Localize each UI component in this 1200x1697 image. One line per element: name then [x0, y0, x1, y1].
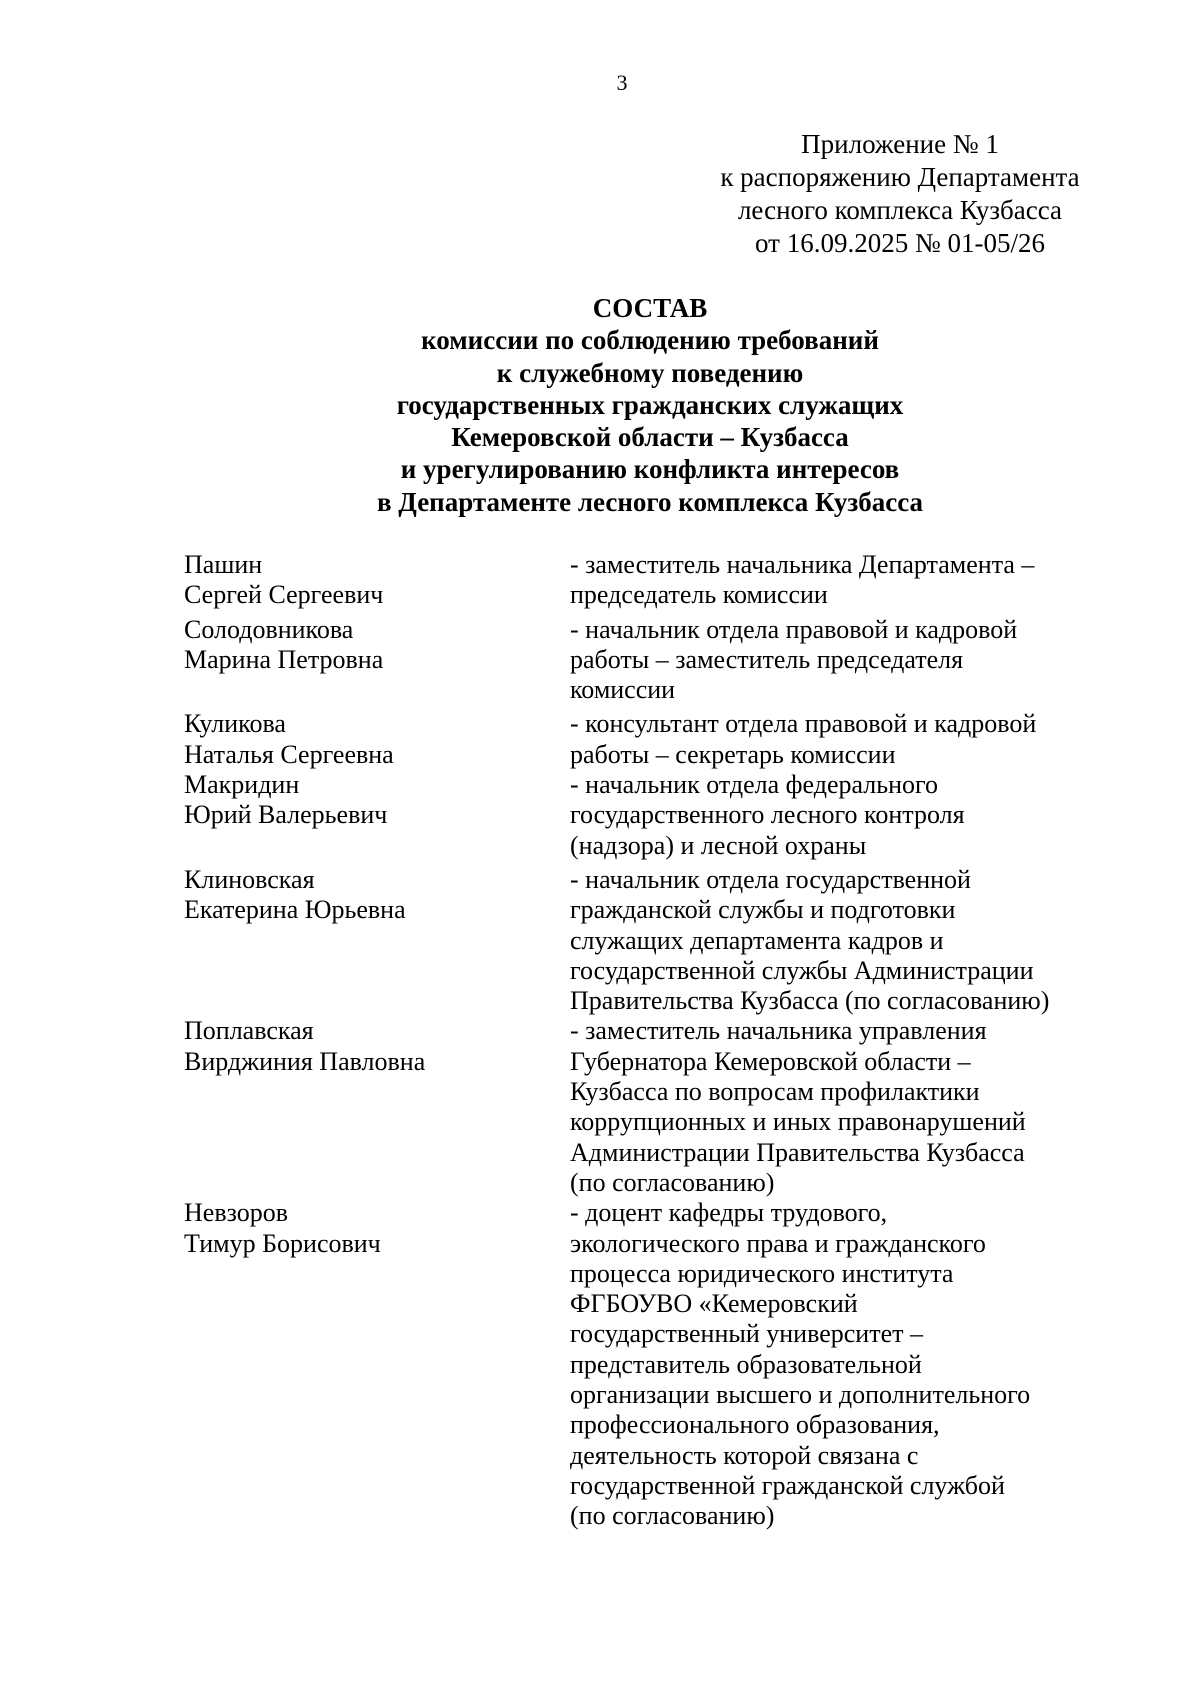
member-surname: Солодовникова: [184, 614, 354, 644]
member-entry: [184, 770, 1084, 861]
role-line: представитель образовательной: [570, 1349, 922, 1379]
member-entry: [184, 1198, 1084, 1531]
role-line: Губернатора Кемеровской области –: [570, 1046, 971, 1076]
title-line: Кемеровской области – Кузбасса: [451, 422, 849, 453]
member-role: [570, 770, 1084, 861]
member-surname: Невзоров: [184, 1198, 288, 1228]
member-given-name: Марина Петровна: [184, 644, 384, 674]
member-entry: [184, 865, 1084, 1016]
role-line: (по согласованию): [570, 1167, 775, 1197]
role-line: - начальник отдела государственной: [570, 864, 971, 894]
role-line: экологического права и гражданского: [570, 1228, 986, 1258]
role-line: государственный университет –: [570, 1319, 923, 1349]
role-line: (по согласованию): [570, 1501, 775, 1531]
role-line: работы – секретарь комиссии: [570, 739, 896, 769]
role-line: Кузбасса по вопросам профилактики: [570, 1077, 980, 1107]
member-given-name: Екатерина Юрьевна: [184, 895, 406, 925]
member-given-name: Тимур Борисович: [184, 1228, 381, 1258]
member-entry: [184, 615, 1084, 706]
member-role: [570, 615, 1084, 706]
member-surname: Куликова: [184, 709, 286, 739]
member-name: [184, 1016, 570, 1198]
role-line: Администрации Правительства Кузбасса: [570, 1137, 1025, 1167]
member-given-name: Сергей Сергеевич: [184, 580, 384, 610]
title-heading: СОСТАВ: [592, 293, 708, 323]
member-surname: Поплавская: [184, 1016, 314, 1046]
member-given-name: Юрий Валерьевич: [184, 800, 388, 830]
role-line: - заместитель начальника Департамента –: [570, 550, 1035, 579]
member-surname: Клиновская: [184, 864, 315, 894]
member-given-name: Вирджиния Павловна: [184, 1046, 426, 1076]
appendix-line: Приложение № 1: [801, 129, 999, 159]
title-line: в Департаменте лесного комплекса Кузбасса: [376, 486, 924, 517]
appendix-line: лесного комплекса Кузбасса: [737, 195, 1063, 225]
role-line: деятельность которой связана с: [570, 1440, 919, 1470]
member-role: [570, 1198, 1084, 1531]
role-line: - заместитель начальника управления: [570, 1016, 987, 1046]
role-line: гражданской службы и подготовки: [570, 895, 956, 925]
role-line: процесса юридического института: [570, 1258, 954, 1288]
member-entry: [184, 709, 1084, 770]
member-surname: Пашин: [184, 550, 263, 579]
member-name: [184, 709, 570, 770]
commission-members-list: [184, 550, 1084, 1532]
member-name: [184, 770, 570, 861]
role-line: государственного лесного контроля: [570, 800, 965, 830]
member-role: [570, 550, 1084, 611]
title-line: к служебному поведению: [496, 357, 804, 388]
member-name: [184, 865, 570, 1016]
title-line: комиссии по соблюдению требований: [421, 325, 879, 356]
member-entry: [184, 550, 1084, 611]
appendix-line: от 16.09.2025 № 01-05/26: [755, 228, 1045, 258]
member-name: [184, 1198, 570, 1531]
role-line: - консультант отдела правовой и кадровой: [570, 709, 1037, 739]
document-title: [250, 292, 1050, 518]
appendix-reference: [700, 128, 1100, 260]
member-role: [570, 865, 1084, 1016]
appendix-line: к распоряжению Департамента: [720, 162, 1080, 192]
member-name: [184, 550, 570, 611]
member-role: [570, 1016, 1084, 1198]
title-line: и урегулированию конфликта интересов: [400, 454, 900, 485]
role-line: Правительства Кузбасса (по согласованию): [570, 986, 1050, 1016]
member-role: [570, 709, 1084, 770]
role-line: коррупционных и иных правонарушений: [570, 1107, 1026, 1137]
role-line: председатель комиссии: [570, 580, 828, 610]
role-line: организации высшего и дополнительного: [570, 1380, 1031, 1410]
role-line: профессионального образования,: [570, 1410, 940, 1440]
role-line: - доцент кафедры трудового,: [570, 1198, 888, 1228]
role-line: служащих департамента кадров и: [570, 925, 944, 955]
member-entry: [184, 1016, 1084, 1198]
page-number: 3: [616, 70, 628, 95]
role-line: государственной службы Администрации: [570, 955, 1034, 985]
member-surname: Макридин: [184, 770, 300, 800]
member-name: [184, 615, 570, 706]
member-given-name: Наталья Сергеевна: [184, 739, 394, 769]
role-line: государственной гражданской службой: [570, 1470, 1005, 1500]
role-line: - начальник отдела правовой и кадровой: [570, 614, 1018, 644]
title-line: государственных гражданских служащих: [396, 389, 904, 420]
role-line: ФГБОУВО «Кемеровский: [570, 1289, 858, 1319]
role-line: комиссии: [570, 675, 676, 705]
role-line: (надзора) и лесной охраны: [570, 830, 867, 860]
role-line: работы – заместитель председателя: [570, 644, 964, 674]
role-line: - начальник отдела федерального: [570, 770, 939, 800]
